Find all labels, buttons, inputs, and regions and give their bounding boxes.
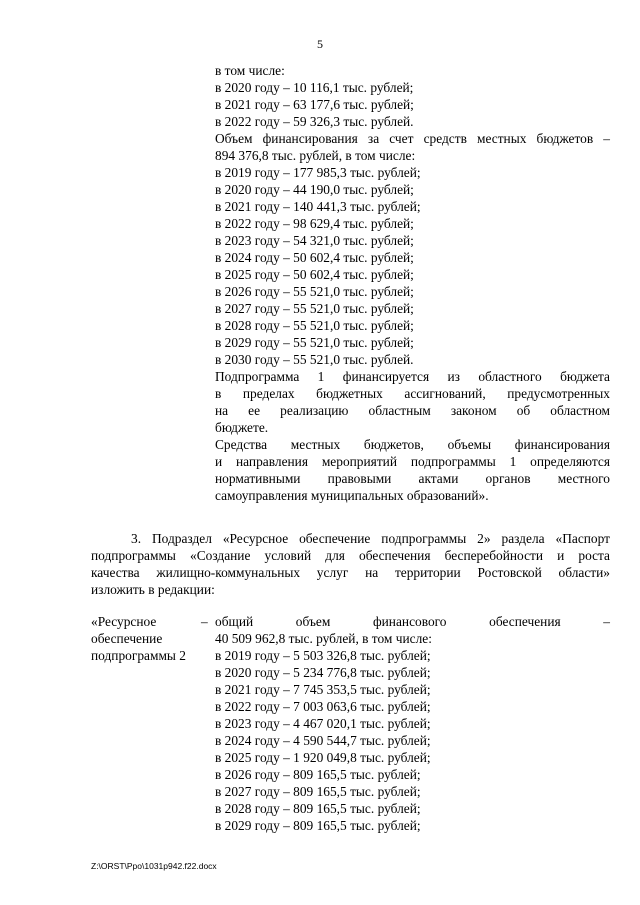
text-line: на ее реализацию областным законом об областном — [215, 403, 610, 418]
year-line: в 2026 году – 809 165,5 тыс. рублей; — [215, 767, 421, 782]
year-line: в 2026 году – 55 521,0 тыс. рублей; — [215, 284, 414, 299]
year-line: в 2021 году – 140 441,3 тыс. рублей; — [215, 199, 421, 214]
text-line: Подпрограмма 1 финансируется из областного бюджета — [215, 369, 610, 384]
year-line: в 2023 году – 4 467 020,1 тыс. рублей; — [215, 716, 431, 731]
resource-dash: – — [201, 614, 208, 629]
text-line: бюджете. — [215, 420, 269, 435]
year-line: в 2028 году – 55 521,0 тыс. рублей; — [215, 318, 414, 333]
text-line: 894 376,8 тыс. рублей, в том числе: — [215, 148, 416, 163]
year-line: в 2029 году – 55 521,0 тыс. рублей; — [215, 335, 414, 350]
year-line: в 2024 году – 50 602,4 тыс. рублей; — [215, 250, 414, 265]
year-line: в 2025 году – 1 920 049,8 тыс. рублей; — [215, 750, 431, 765]
label-line: подпрограммы 2 — [91, 648, 186, 663]
year-line: в 2027 году – 55 521,0 тыс. рублей; — [215, 301, 414, 316]
year-line: в 2023 году – 54 321,0 тыс. рублей; — [215, 233, 414, 248]
text-line: Средства местных бюджетов, объемы финансирования — [215, 437, 610, 452]
text-line: в пределах бюджетных ассигнований, предусмотренных — [215, 386, 610, 401]
year-line: в 2024 году – 4 590 544,7 тыс. рублей; — [215, 733, 431, 748]
text-line: 3. Подраздел «Ресурсное обеспечение подпрограммы 2» раздела «Паспорт — [131, 531, 610, 546]
year-line: в 2022 году – 98 629,4 тыс. рублей; — [215, 216, 414, 231]
year-line: в 2022 году – 7 003 063,6 тыс. рублей; — [215, 699, 431, 714]
year-line: в 2028 году – 809 165,5 тыс. рублей; — [215, 801, 421, 816]
year-line: в 2027 году – 809 165,5 тыс. рублей; — [215, 784, 421, 799]
text-line: в 2022 году – 59 326,3 тыс. рублей. — [215, 114, 414, 129]
text-line: нормативными правовыми актами органов местного — [215, 471, 610, 486]
resource-values — [215, 613, 610, 834]
text-line: Объем финансирования за счет средств местных бюджетов – — [215, 131, 610, 146]
text-line: в том числе: — [215, 63, 285, 78]
section-3-paragraph — [91, 530, 610, 598]
text-line: и направления мероприятий подпрограммы 1 определяются — [215, 454, 610, 469]
top-funding-block — [215, 62, 610, 504]
text-line: подпрограммы «Создание условий для обеспечения бесперебойности и роста — [91, 548, 610, 563]
text-line: 40 509 962,8 тыс. рублей, в том числе: — [215, 631, 432, 646]
label-line: «Ресурсное — [91, 614, 157, 629]
text-line: самоуправления муниципальных образований». — [215, 488, 489, 503]
label-line: обеспечение — [91, 631, 163, 646]
year-line: в 2030 году – 55 521,0 тыс. рублей. — [215, 352, 414, 367]
text-line: качества жилищно-коммунальных услуг на территории Ростовской области» — [91, 565, 610, 580]
year-line: в 2029 году – 809 165,5 тыс. рублей; — [215, 818, 421, 833]
text-line: изложить в редакции: — [91, 582, 215, 597]
resource-label — [91, 613, 211, 664]
text-line: в 2021 году – 63 177,6 тыс. рублей; — [215, 97, 414, 112]
text-line: в 2020 году – 10 116,1 тыс. рублей; — [215, 80, 414, 95]
page-number: 5 — [317, 37, 323, 51]
year-line: в 2019 году – 177 985,3 тыс. рублей; — [215, 165, 421, 180]
year-line: в 2020 году – 44 190,0 тыс. рублей; — [215, 182, 414, 197]
year-line: в 2020 году – 5 234 776,8 тыс. рублей; — [215, 665, 431, 680]
text-line: общий объем финансового обеспечения – — [215, 614, 610, 629]
file-path-footer: Z:\ORST\Ppo\1031p942.f22.docx — [91, 861, 217, 871]
year-line: в 2025 году – 50 602,4 тыс. рублей; — [215, 267, 414, 282]
year-line: в 2021 году – 7 745 353,5 тыс. рублей; — [215, 682, 431, 697]
year-line: в 2019 году – 5 503 326,8 тыс. рублей; — [215, 648, 431, 663]
